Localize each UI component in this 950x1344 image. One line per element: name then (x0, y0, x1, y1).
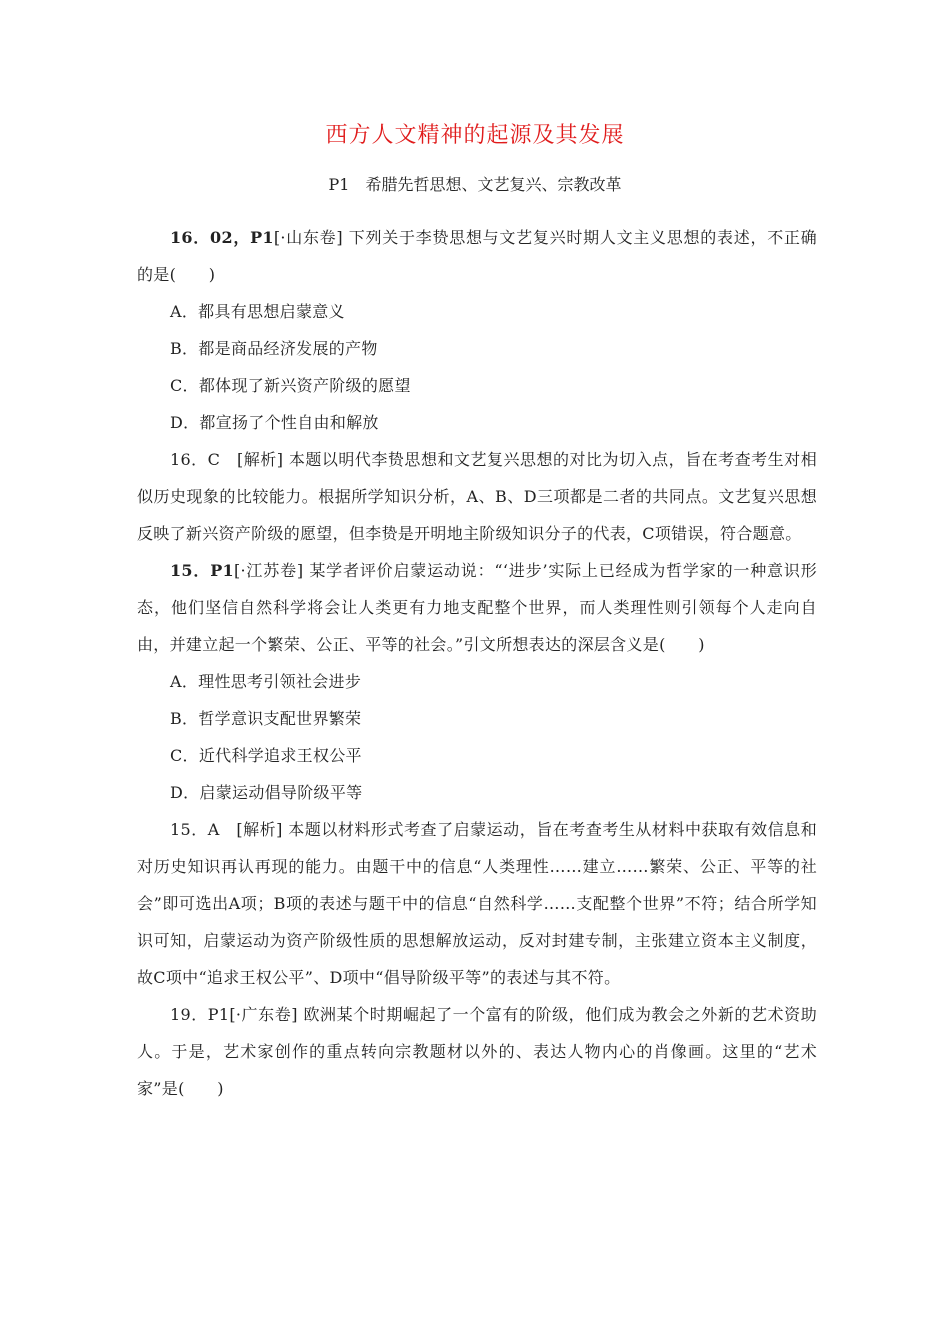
question-16-stem: 16．02，P1[·山东卷] 下列关于李贽思想与文艺复兴时期人文主义思想的表述，不正确的是( ) (137, 228, 817, 284)
question-15-option-d: D．启蒙运动倡导阶级平等 (170, 783, 363, 802)
question-16-option-d: D．都宣扬了个性自由和解放 (170, 413, 379, 432)
question-15-number: 15．P1 (170, 561, 234, 580)
document-body (137, 219, 817, 1107)
question-19-stem: 19．P1[·广东卷] 欧洲某个时期崛起了一个富有的阶级，他们成为教会之外新的艺术资助人。于是，艺术家创作的重点转向宗教题材以外的、表达人物内心的肖像画。这里的“艺术家”是( ) (137, 1005, 817, 1098)
question-16-answer: 16．C [解析] 本题以明代李贽思想和文艺复兴思想的对比为切入点，旨在考查考生对相似历史现象的比较能力。根据所学知识分析，A、B、D三项都是二者的共同点。文艺复兴思想反映了新兴资产阶级的愿望，但李贽是开明地主阶级知识分子的代表，C项错误，符合题意。 (137, 450, 817, 543)
question-16-option-a: A．都具有思想启蒙意义 (170, 302, 345, 321)
question-16-option-b: B．都是商品经济发展的产物 (170, 339, 378, 358)
section-subtitle: P1 希腊先哲思想、文艺复兴、宗教改革 (328, 175, 622, 194)
question-16-option-c: C．都体现了新兴资产阶级的愿望 (170, 376, 411, 395)
question-15-option-b: B．哲学意识支配世界繁荣 (170, 709, 362, 728)
document-title: 西方人文精神的起源及其发展 (325, 123, 625, 148)
question-15-answer: 15．A [解析] 本题以材料形式考查了启蒙运动，旨在考查考生从材料中获取有效信息和对历史知识再认再现的能力。由题干中的信息“人类理性……建立……繁荣、公正、平等的社会”即可选出A项；B项的表述与题干中的信息“自然科学……支配整个世界”不符；结合所学知识可知，启蒙运动为资产阶级性质的思想解放运动，反对封建专制，主张建立资本主义制度，故C项中“追求王权公平”、D项中“倡导阶级平等”的表述与其不符。 (137, 820, 817, 987)
question-15-option-c: C．近代科学追求王权公平 (170, 746, 362, 765)
question-15-option-a: A．理性思考引领社会进步 (170, 672, 362, 691)
question-19-number: 19．P1 (170, 1005, 230, 1024)
question-15-stem: 15．P1[·江苏卷] 某学者评价启蒙运动说：“‘进步’实际上已经成为哲学家的一种意识形态，他们坚信自然科学将会让人类更有力地支配整个世界，而人类理性则引领每个人走向自由，并建立起一个繁荣、公正、平等的社会。”引文所想表达的深层含义是( ) (137, 561, 817, 654)
question-16-number: 16．02，P1 (170, 228, 274, 247)
